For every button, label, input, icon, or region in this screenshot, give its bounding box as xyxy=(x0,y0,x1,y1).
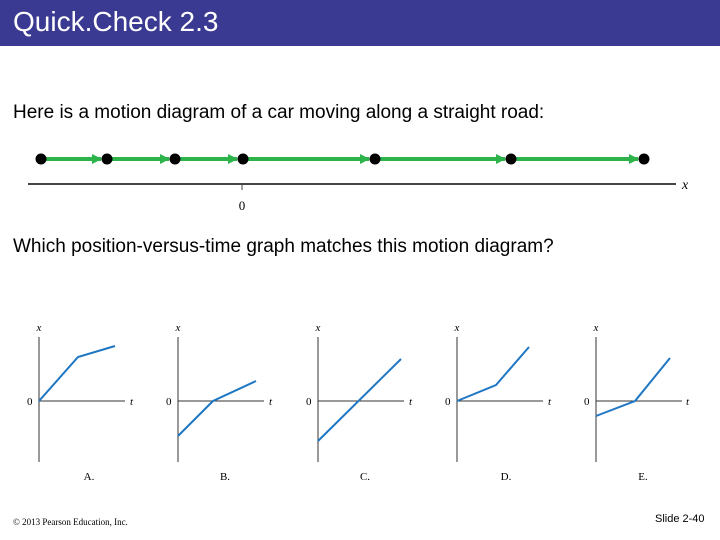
position-curve xyxy=(596,358,670,416)
position-dot xyxy=(506,154,517,165)
slide-number: Slide 2-40 xyxy=(655,513,705,525)
graph-option-c[interactable] xyxy=(306,322,413,483)
option-letter: E. xyxy=(638,471,648,483)
position-dot xyxy=(639,154,650,165)
question-text: Which position-versus-time graph matches this motion diagram? xyxy=(13,236,554,257)
graph-option-b[interactable] xyxy=(166,322,273,483)
graph-origin-label: 0 xyxy=(27,396,33,408)
position-dot xyxy=(238,154,249,165)
position-dot xyxy=(370,154,381,165)
graph-option-d[interactable] xyxy=(445,322,552,483)
position-dot xyxy=(36,154,47,165)
option-letter: B. xyxy=(219,471,231,483)
option-letter: C. xyxy=(359,471,371,483)
graph-origin-label: 0 xyxy=(584,396,590,408)
graph-origin-label: 0 xyxy=(445,396,451,408)
copyright-notice: © 2013 Pearson Education, Inc. xyxy=(13,517,128,527)
slide-title: Quick.Check 2.3 xyxy=(13,6,219,37)
graph-origin-label: 0 xyxy=(166,396,172,408)
graph-x-label: t xyxy=(130,396,134,408)
option-letter: D. xyxy=(500,471,512,483)
graph-x-label: t xyxy=(686,396,690,408)
graph-y-label: x xyxy=(454,322,460,334)
graph-y-label: x xyxy=(175,322,181,334)
graph-x-label: t xyxy=(269,396,273,408)
graph-x-label: t xyxy=(548,396,552,408)
graph-option-e[interactable] xyxy=(584,322,690,483)
graph-x-label: t xyxy=(409,396,413,408)
position-dot xyxy=(102,154,113,165)
position-curve xyxy=(178,381,256,436)
origin-label: 0 xyxy=(238,198,246,213)
position-curve xyxy=(457,347,529,401)
x-axis-label: x xyxy=(682,178,689,193)
position-curve xyxy=(318,359,401,441)
graph-option-a[interactable] xyxy=(27,322,134,483)
position-curve xyxy=(39,346,115,401)
graph-origin-label: 0 xyxy=(306,396,312,408)
graph-y-label: x xyxy=(36,322,42,334)
graph-y-label: x xyxy=(593,322,599,334)
position-dot xyxy=(170,154,181,165)
graph-y-label: x xyxy=(315,322,321,334)
option-letter: A. xyxy=(83,471,95,483)
prompt-text: Here is a motion diagram of a car moving along a straight road: xyxy=(13,102,545,123)
